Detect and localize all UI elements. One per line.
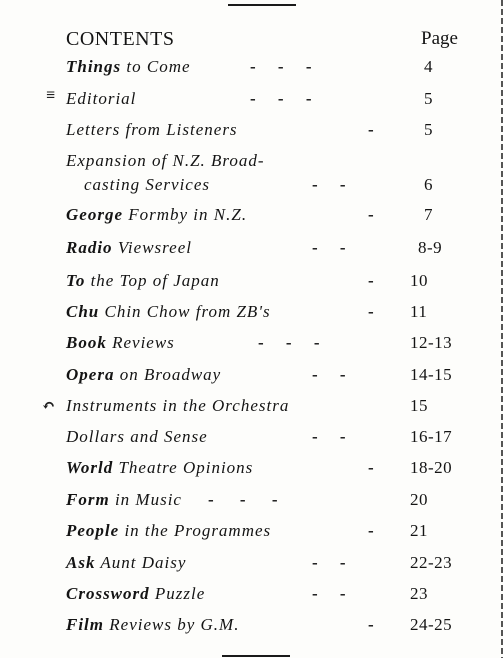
- ink-mark: ≡: [46, 87, 56, 104]
- entry-leader: - - -: [208, 490, 278, 509]
- entry-title: Opera on Broadway: [66, 365, 222, 384]
- entry-page: 20: [410, 490, 428, 509]
- entry-leader: -: [368, 302, 374, 321]
- entry-page: 10: [410, 271, 428, 290]
- entry-page: 5: [424, 120, 433, 139]
- entry-title: To the Top of Japan: [66, 271, 220, 290]
- page-column-heading: Page: [421, 28, 458, 49]
- entry-leader: - -: [312, 238, 346, 257]
- entry-page: 23: [410, 584, 428, 603]
- entry-page: 5: [424, 89, 433, 108]
- top-rule: [228, 4, 296, 6]
- entry-title: Ask Aunt Daisy: [66, 553, 187, 572]
- entry-leader: -: [368, 271, 374, 290]
- entry-page: 11: [410, 302, 428, 321]
- entry-page: 7: [424, 205, 433, 224]
- entry-leader: - -: [312, 175, 346, 194]
- entry-leader: -: [368, 521, 374, 540]
- entry-page: 14-15: [410, 365, 453, 384]
- entry-leader: -: [368, 205, 374, 224]
- entry-page: 24-25: [410, 615, 453, 634]
- entry-title: Radio Viewsreel: [66, 238, 192, 257]
- entry-leader: - - -: [258, 333, 320, 352]
- entry-title: Form in Music: [66, 490, 182, 509]
- entry-title: Dollars and Sense: [66, 427, 208, 446]
- entry-title: George Formby in N.Z.: [66, 205, 248, 224]
- entry-page: 6: [424, 175, 433, 194]
- entry-leader: - - -: [250, 57, 312, 76]
- entry-title: Book Reviews: [66, 333, 175, 352]
- entry-page: 12-13: [410, 333, 453, 352]
- entry-title: Film Reviews by G.M.: [66, 615, 240, 634]
- ink-mark: ↶: [42, 398, 56, 415]
- entry-title: People in the Programmes: [66, 521, 272, 540]
- contents-header: [66, 28, 476, 52]
- entry-title: Things to Come: [66, 57, 191, 76]
- entry-title: World Theatre Opinions: [66, 458, 254, 477]
- entry-title: Editorial: [66, 89, 137, 108]
- entry-leader: - -: [312, 427, 346, 446]
- entry-page: 21: [410, 521, 428, 540]
- entry-page: 8-9: [418, 238, 443, 257]
- entry-leader: -: [368, 615, 374, 634]
- entry-leader: -: [368, 120, 374, 139]
- entry-title-continued: casting Services: [84, 175, 210, 194]
- entry-title: Instruments in the Orchestra: [66, 396, 290, 415]
- entry-leader: - - -: [250, 89, 312, 108]
- entry-title: Expansion of N.Z. Broad-: [66, 151, 265, 170]
- bottom-rule: [222, 655, 290, 657]
- entry-leader: - -: [312, 584, 346, 603]
- entry-title: Letters from Listeners: [66, 120, 238, 139]
- entry-leader: - -: [312, 553, 346, 572]
- entry-page: 18-20: [410, 458, 453, 477]
- entry-title: Crossword Puzzle: [66, 584, 206, 603]
- entry-leader: -: [368, 458, 374, 477]
- contents-heading: CONTENTS: [66, 28, 175, 50]
- entry-leader: - -: [312, 365, 346, 384]
- entry-page: 16-17: [410, 427, 453, 446]
- entry-page: 22-23: [410, 553, 453, 572]
- entry-page: 4: [424, 57, 433, 76]
- entry-title: Chu Chin Chow from ZB's: [66, 302, 271, 321]
- entry-page: 15: [410, 396, 428, 415]
